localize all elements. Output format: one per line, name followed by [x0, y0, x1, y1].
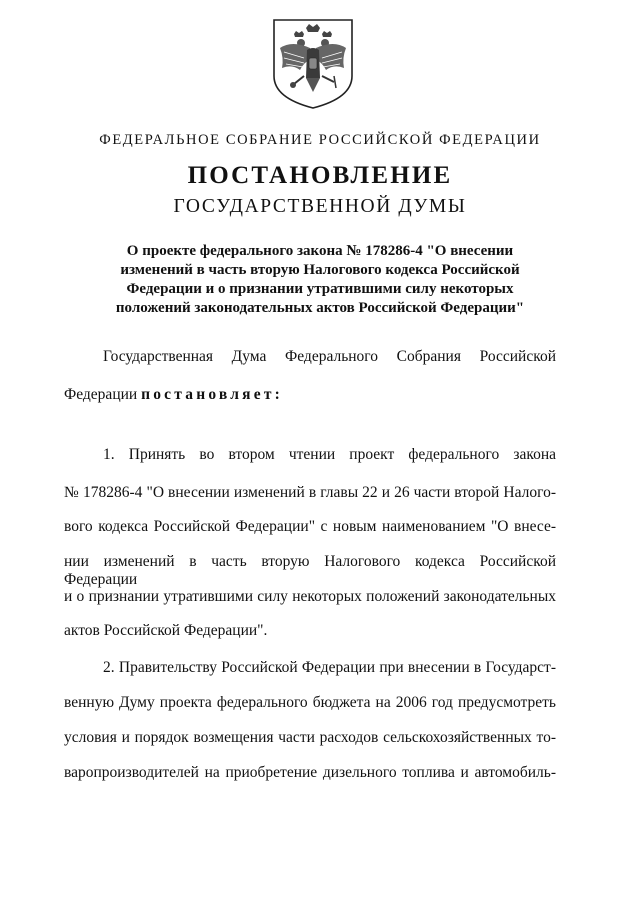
subject-line: изменений в часть вторую Налогового кодекса Российской	[120, 262, 520, 278]
paragraph2-line: 2. Правительству Российской Федерации при внесении в Государст-	[103, 659, 556, 676]
paragraph1-line: вого кодекса Российской Федерации" с новым наименованием "О внесе-	[64, 518, 556, 535]
paragraph1-line: 1. Принять во втором чтении проект федерального закона	[103, 446, 556, 463]
paragraph2-line: венную Думу проекта федерального бюджета на 2006 год предусмотреть	[64, 694, 556, 711]
document-subtitle: ГОСУДАРСТВЕННОЙ ДУМЫ	[173, 196, 467, 217]
subject-line: О проекте федерального закона № 178286-4 "О внесении	[126, 243, 514, 259]
subject-heading	[60, 242, 580, 318]
paragraph1-line: № 178286-4 "О внесении изменений в главы 22 и 26 части второй Налого-	[64, 484, 556, 501]
document-title: ПОСТАНОВЛЕНИЕ	[187, 162, 453, 189]
paragraph1-line: нии изменений в часть вторую Налогового кодекса Российской Федерации	[64, 553, 556, 588]
preamble-line	[64, 386, 556, 404]
subject-line: положений законодательных актов Российской Федерации"	[115, 300, 525, 316]
paragraph2-line: условия и порядок возмещения части расходов сельскохозяйственных то-	[64, 729, 556, 746]
paragraph2-line: варопроизводителей на приобретение дизельного топлива и автомобиль-	[64, 764, 556, 781]
paragraph1-line: актов Российской Федерации".	[64, 622, 268, 639]
resolves-word: постановляет:	[141, 386, 283, 403]
preamble-prefix: Федерации	[64, 386, 142, 403]
subject-line: Федерации и о признании утратившими силу некоторых	[126, 281, 514, 297]
paragraph1-line: и о признании утратившими силу некоторых положений законодательных	[64, 588, 556, 605]
parliament-name: ФЕДЕРАЛЬНОЕ СОБРАНИЕ РОССИЙСКОЙ ФЕДЕРАЦИИ	[99, 132, 541, 148]
russian-coat-of-arms-icon	[270, 18, 356, 110]
preamble-line: Государственная Дума Федерального Собрания Российской	[103, 348, 556, 365]
